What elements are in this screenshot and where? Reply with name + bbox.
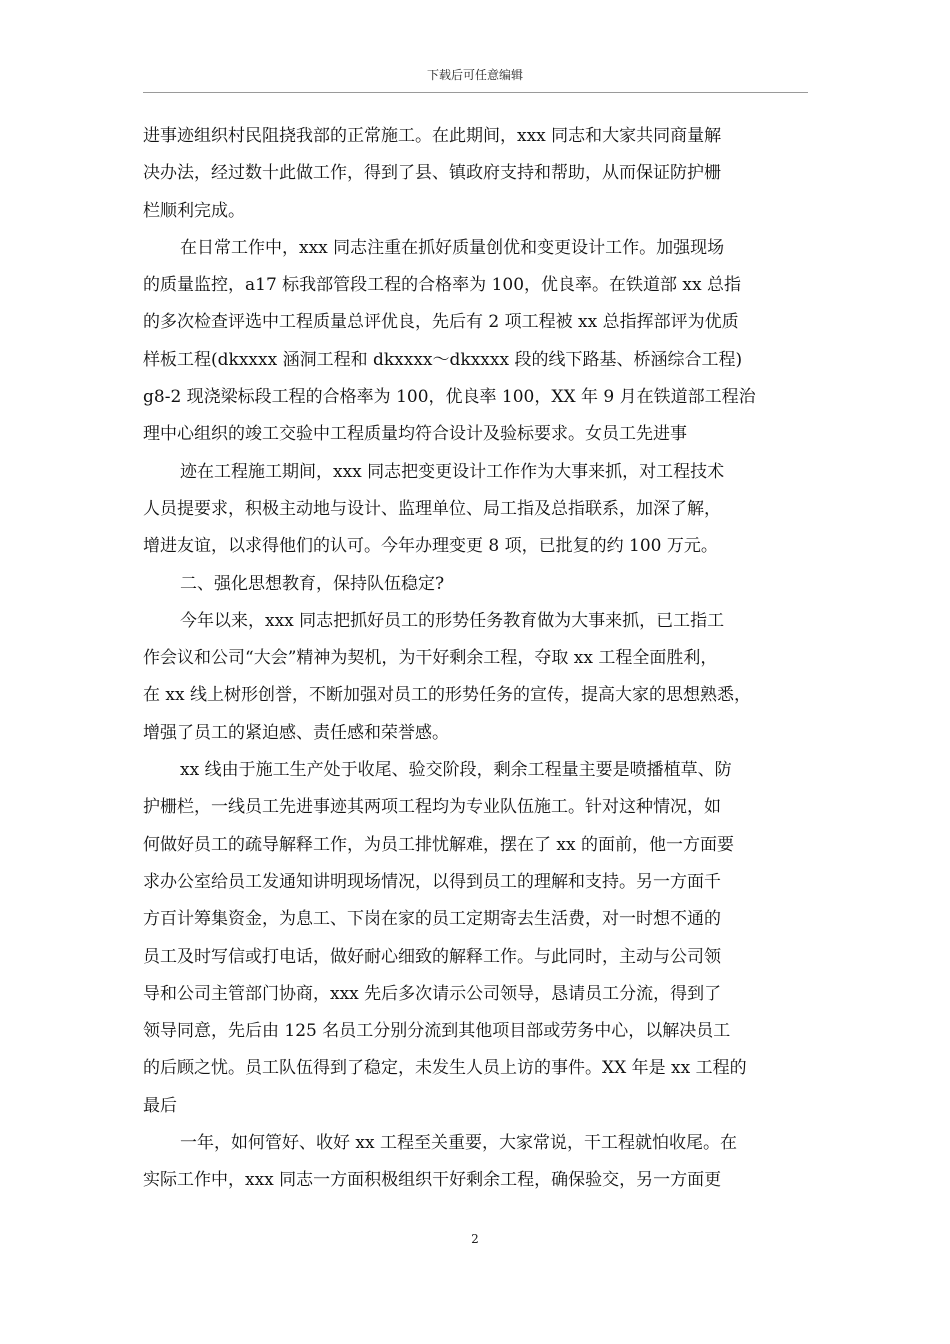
text-line: g8-2 现浇梁标段工程的合格率为 100，优良率 100，XX 年 9 月在铁道部工程治 [143,387,756,408]
paragraph-start-line: xx 线由于施工生产处于收尾、验交阶段，剩余工程量主要是喷播植草、防 [180,760,732,781]
text-line: 在 xx 线上树形创誉，不断加强对员工的形势任务的宣传，提高大家的思想熟悉， [143,685,751,706]
text-line: 护栅栏，一线员工先进事迹其两项工程均为专业队伍施工。针对这种情况，如 [143,797,721,818]
text-line: 样板工程(dkxxxx 涵洞工程和 dkxxxx～dkxxxx 段的线下路基、桥涵综合工程) [143,349,743,370]
text-line: 的后顾之忧。员工队伍得到了稳定，未发生人员上访的事件。XX 年是 xx 工程的 [143,1058,747,1079]
section-heading: 二、强化思想教育，保持队伍稳定? [180,573,445,594]
document-body [143,118,823,1200]
text-line: 理中心组织的竣工交验中工程质量均符合设计及验标要求。女员工先进事 [143,424,687,445]
text-line: 方百计筹集资金，为息工、下岗在家的员工定期寄去生活费，对一时想不通的 [143,909,721,930]
paragraph-start-line: 一年，如何管好、收好 xx 工程至关重要，大家常说，干工程就怕收尾。在 [180,1133,737,1154]
text-line: 实际工作中，xxx 同志一方面积极组织干好剩余工程，确保验交，另一方面更 [143,1170,722,1191]
text-line: 最后 [143,1095,177,1116]
text-line: 何做好员工的疏导解释工作，为员工排忧解难，摆在了 xx 的面前，他一方面要 [143,834,734,855]
text-line: 求办公室给员工发通知讲明现场情况，以得到员工的理解和支持。另一方面千 [143,871,721,892]
paragraph-start-line: 迹在工程施工期间，xxx 同志把变更设计工作作为大事来抓，对工程技术 [180,461,725,482]
text-line: 进事迹组织村民阻挠我部的正常施工。在此期间，xxx 同志和大家共同商量解 [143,126,722,146]
header-divider [143,92,808,93]
text-line: 人员提要求，积极主动地与设计、监理单位、局工指及总指联系，加深了解， [143,498,721,519]
text-line: 作会议和公司“大会”精神为契机，为干好剩余工程，夺取 xx 工程全面胜利， [143,648,718,669]
paragraph-start-line: 在日常工作中，xxx 同志注重在抓好质量创优和变更设计工作。加强现场 [180,237,725,258]
text-line: 决办法，经过数十此做工作，得到了县、镇政府支持和帮助，从而保证防护栅 [143,163,721,184]
text-line: 的质量监控，a17 标我部管段工程的合格率为 100，优良率。在铁道部 xx 总指 [143,275,742,296]
text-line: 领导同意，先后由 125 名员工分别分流到其他项目部或劳务中心，以解决员工 [143,1021,731,1042]
page-header: 下载后可任意编辑 [426,68,523,82]
paragraph-start-line: 今年以来，xxx 同志把抓好员工的形势任务教育做为大事来抓，已工指工 [180,610,725,631]
text-line: 的多次检查评选中工程质量总评优良，先后有 2 项工程被 xx 总指挥部评为优质 [143,312,739,333]
text-line: 员工及时写信或打电话，做好耐心细致的解释工作。与此同时，主动与公司领 [143,946,721,967]
page-number: 2 [471,1232,479,1246]
text-line: 栏顺利完成。 [143,200,245,221]
text-line: 增进友谊，以求得他们的认可。今年办理变更 8 项，已批复的约 100 万元。 [143,536,718,557]
text-line: 增强了员工的紧迫感、责任感和荣誉感。 [143,722,449,743]
text-line: 导和公司主管部门协商，xxx 先后多次请示公司领导，恳请员工分流，得到了 [143,983,722,1004]
